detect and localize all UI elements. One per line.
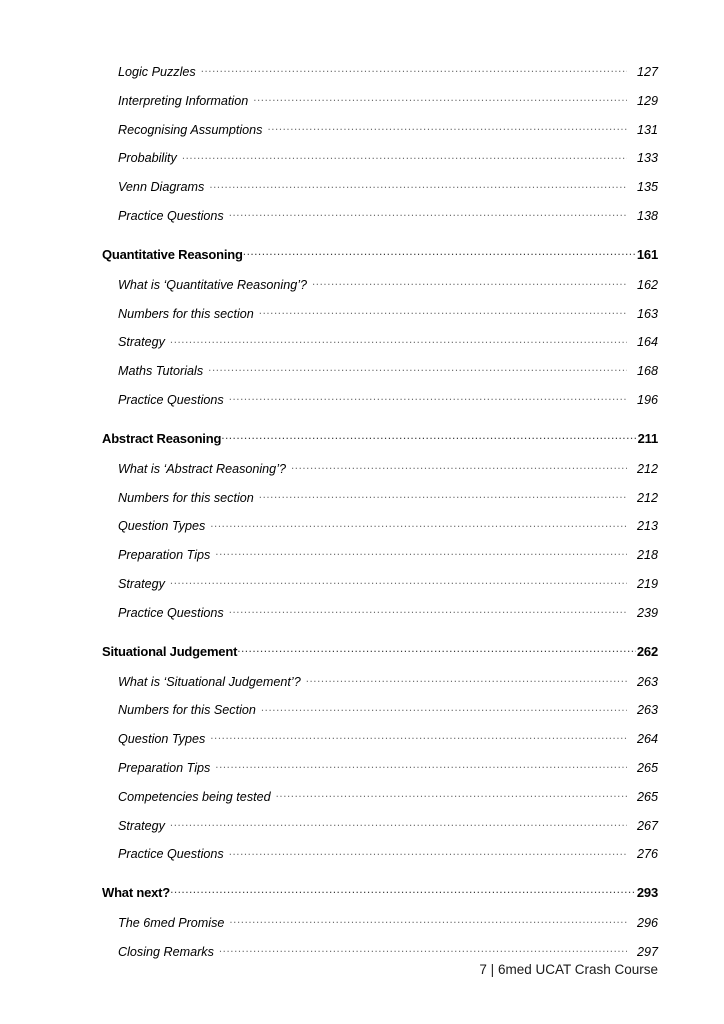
- toc-sub-entry[interactable]: [102, 756, 658, 785]
- toc-entry-page-number: 129: [636, 93, 658, 108]
- toc-entry-title: Probability: [118, 151, 177, 166]
- toc-entry-page-number: 264: [636, 732, 658, 747]
- toc-entry-title: Preparation Tips: [118, 548, 211, 563]
- toc-dot-leader: [201, 60, 627, 76]
- toc-sub-entry[interactable]: [102, 514, 658, 543]
- toc-entry-title: Preparation Tips: [118, 760, 211, 775]
- toc-entry-page-number: 212: [636, 461, 658, 476]
- toc-entry-page-number: 213: [636, 519, 658, 534]
- toc-entry-page-number: 263: [636, 674, 658, 689]
- toc-dot-leader: [276, 785, 627, 801]
- toc-dot-leader: [261, 698, 627, 714]
- toc-section-entry[interactable]: [102, 881, 658, 911]
- toc-dot-leader: [208, 359, 627, 375]
- toc-section-entry[interactable]: [102, 427, 658, 457]
- toc-sub-entry[interactable]: [102, 175, 658, 204]
- toc-dot-leader: [312, 273, 627, 289]
- toc-sub-entry[interactable]: [102, 330, 658, 359]
- page-footer: 7 | 6med UCAT Crash Course: [479, 962, 658, 977]
- toc-entry-page-number: 296: [636, 916, 658, 931]
- toc-entry-page-number: 262: [636, 643, 658, 659]
- toc-entry-title: Numbers for this section: [118, 306, 254, 321]
- toc-entry-title: Competencies being tested: [118, 789, 271, 804]
- toc-entry-page-number: 297: [636, 944, 658, 959]
- toc-entry-page-number: 212: [636, 490, 658, 505]
- toc-dot-leader: [259, 486, 627, 502]
- toc-entry-page-number: 161: [636, 246, 658, 262]
- toc-sub-entry[interactable]: [102, 302, 658, 331]
- toc-entry-title: Strategy: [118, 576, 165, 591]
- toc-entry-page-number: 265: [636, 789, 658, 804]
- toc-entry-page-number: 163: [636, 306, 658, 321]
- toc-section-entry[interactable]: [102, 640, 658, 670]
- toc-entry-page-number: 218: [636, 548, 658, 563]
- toc-entry-title: Recognising Assumptions: [118, 122, 263, 137]
- toc-dot-leader: [170, 330, 627, 346]
- toc-entry-title: Question Types: [118, 732, 206, 747]
- toc-sub-entry[interactable]: [102, 543, 658, 572]
- toc-entry-title: The 6med Promise: [118, 916, 225, 931]
- toc-dot-leader: [221, 427, 636, 443]
- toc-entry-page-number: 265: [636, 760, 658, 775]
- toc-entry-title: Logic Puzzles: [118, 65, 196, 79]
- toc-sub-entry[interactable]: [102, 118, 658, 147]
- toc-sub-entry[interactable]: [102, 727, 658, 756]
- toc-entry-page-number: 293: [636, 885, 658, 901]
- toc-entry-title: Abstract Reasoning: [102, 430, 222, 446]
- toc-sub-entry[interactable]: [102, 572, 658, 601]
- toc-sub-entry[interactable]: [102, 814, 658, 843]
- toc-entry-page-number: 162: [636, 277, 658, 292]
- toc-entry-title: What is ‘Abstract Reasoning’?: [118, 461, 286, 476]
- toc-sub-entry[interactable]: [102, 60, 658, 89]
- toc-entry-title: Question Types: [118, 519, 206, 534]
- toc-entry-page-number: 133: [636, 151, 658, 166]
- toc-entry-page-number: 196: [636, 392, 658, 407]
- toc-sub-entry[interactable]: [102, 457, 658, 486]
- toc-dot-leader: [210, 727, 627, 743]
- toc-entry-title: Interpreting Information: [118, 93, 249, 108]
- toc-dot-leader: [170, 881, 636, 897]
- toc-dot-leader: [229, 388, 627, 404]
- toc-dot-leader: [253, 89, 627, 105]
- toc-dot-leader: [229, 601, 627, 617]
- toc-sub-entry[interactable]: [102, 273, 658, 302]
- toc-entry-title: Strategy: [118, 335, 165, 350]
- toc-sub-entry[interactable]: [102, 146, 658, 175]
- toc-dot-leader: [182, 146, 627, 162]
- toc-dot-leader: [306, 670, 627, 686]
- toc-sub-entry[interactable]: [102, 698, 658, 727]
- toc-section-entry[interactable]: [102, 243, 658, 273]
- toc-dot-leader: [215, 756, 627, 772]
- toc-entry-title: Practice Questions: [118, 208, 224, 223]
- toc-dot-leader: [291, 457, 627, 473]
- toc-dot-leader: [170, 572, 627, 588]
- toc-entry-page-number: 267: [636, 818, 658, 833]
- toc-sub-entry[interactable]: [102, 359, 658, 388]
- toc-sub-entry[interactable]: [102, 89, 658, 118]
- toc-dot-leader: [209, 175, 627, 191]
- toc-sub-entry[interactable]: [102, 486, 658, 515]
- toc-entry-page-number: 211: [637, 430, 658, 446]
- table-of-contents-list: [102, 60, 658, 969]
- toc-entry-page-number: 263: [636, 703, 658, 718]
- toc-entry-title: Situational Judgement: [102, 643, 238, 659]
- toc-entry-page-number: 276: [636, 847, 658, 862]
- toc-entry-page-number: 239: [636, 605, 658, 620]
- toc-dot-leader: [237, 640, 636, 656]
- toc-dot-leader: [229, 204, 627, 220]
- toc-dot-leader: [215, 543, 627, 559]
- toc-dot-leader: [229, 842, 627, 858]
- toc-sub-entry[interactable]: [102, 388, 658, 417]
- toc-entry-title: Numbers for this section: [118, 490, 254, 505]
- toc-entry-page-number: 164: [636, 335, 658, 350]
- toc-entry-page-number: 219: [636, 576, 658, 591]
- toc-dot-leader: [210, 514, 627, 530]
- toc-sub-entry[interactable]: [102, 204, 658, 233]
- toc-entry-page-number: 135: [636, 180, 658, 195]
- toc-sub-entry[interactable]: [102, 911, 658, 940]
- toc-dot-leader: [219, 940, 627, 956]
- toc-dot-leader: [243, 243, 636, 259]
- toc-entry-title: Numbers for this Section: [118, 703, 256, 718]
- toc-entry-page-number: 131: [636, 122, 658, 137]
- toc-entry-title: Practice Questions: [118, 847, 224, 862]
- toc-entry-page-number: 168: [636, 364, 658, 379]
- toc-sub-entry[interactable]: [102, 601, 658, 630]
- toc-entry-title: Practice Questions: [118, 605, 224, 620]
- toc-entry-title: Closing Remarks: [118, 944, 214, 959]
- toc-entry-page-number: 127: [636, 65, 658, 79]
- toc-entry-title: Maths Tutorials: [118, 364, 204, 379]
- toc-entry-title: Quantitative Reasoning: [102, 246, 243, 262]
- toc-sub-entry[interactable]: [102, 785, 658, 814]
- toc-entry-title: What is ‘Situational Judgement’?: [118, 674, 301, 689]
- toc-entry-title: What next?: [102, 885, 171, 901]
- toc-dot-leader: [229, 911, 627, 927]
- toc-dot-leader: [259, 302, 627, 318]
- toc-dot-leader: [170, 814, 627, 830]
- toc-entry-page-number: 138: [636, 208, 658, 223]
- toc-entry-title: Venn Diagrams: [118, 180, 205, 195]
- toc-sub-entry[interactable]: [102, 842, 658, 871]
- toc-sub-entry[interactable]: [102, 670, 658, 699]
- toc-dot-leader: [267, 118, 627, 134]
- toc-entry-title: What is ‘Quantitative Reasoning’?: [118, 277, 308, 292]
- toc-entry-title: Strategy: [118, 818, 165, 833]
- toc-entry-title: Practice Questions: [118, 392, 224, 407]
